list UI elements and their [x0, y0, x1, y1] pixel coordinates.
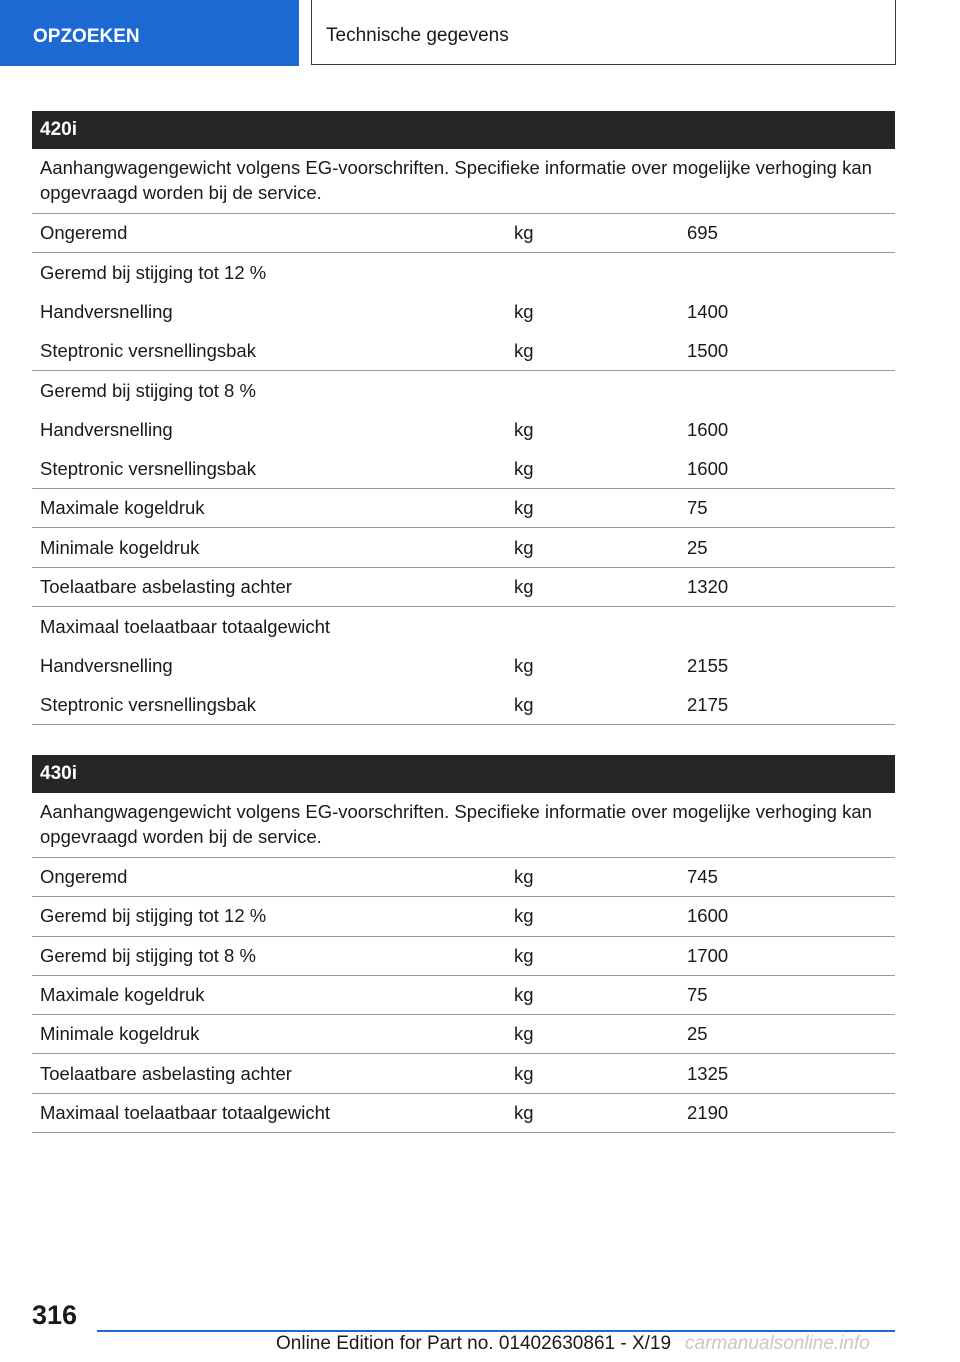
row-label: Maximale kogeldruk: [40, 984, 205, 1006]
footer-divider: [97, 1330, 895, 1332]
row-label: Steptronic versnellingsbak: [40, 693, 256, 715]
row-label: Geremd bij stijging tot 12 %: [40, 905, 267, 927]
table-row: [32, 410, 895, 449]
row-label: Minimale kogeldruk: [40, 1023, 200, 1045]
row-label: Toelaatbare asbelasting achter: [40, 575, 292, 597]
row-unit: kg: [514, 340, 534, 362]
row-unit: kg: [514, 457, 534, 479]
row-unit: kg: [514, 984, 534, 1006]
row-label: Geremd bij stijging tot 8 %: [40, 944, 256, 966]
table-row: [32, 646, 895, 685]
row-label: Ongeremd: [40, 866, 128, 888]
row-unit: kg: [514, 222, 534, 244]
table-row: [32, 1015, 895, 1054]
row-unit: kg: [514, 693, 534, 715]
spec-table-430i: [32, 755, 895, 1133]
row-value: 25: [687, 536, 708, 558]
row-unit: kg: [514, 654, 534, 676]
row-unit: kg: [514, 1101, 534, 1123]
table-note: Aanhangwagengewicht volgens EG-voorschriften. Specifieke informatie over mogelijke verhoging kan opgevraagd worden bij de service.: [32, 149, 895, 214]
row-unit: kg: [514, 419, 534, 441]
row-label: Maximale kogeldruk: [40, 497, 205, 519]
row-label: Handversnelling: [40, 654, 173, 676]
row-value: 1320: [687, 575, 729, 597]
spec-table-420i: [32, 111, 895, 725]
table-row: [32, 371, 895, 410]
row-unit: kg: [514, 866, 534, 888]
row-label: Maximaal toelaatbaar totaalgewicht: [40, 615, 330, 637]
page-header: [0, 0, 960, 66]
row-label: Steptronic versnellingsbak: [40, 340, 256, 362]
table-row: [32, 858, 895, 897]
row-unit: kg: [514, 944, 534, 966]
table-row: [32, 214, 895, 253]
row-label: Handversnelling: [40, 419, 173, 441]
row-unit: kg: [514, 575, 534, 597]
section-tab[interactable]: OPZOEKEN: [0, 0, 299, 66]
table-row: [32, 1054, 895, 1093]
row-value: 2155: [687, 654, 729, 676]
row-value: 1600: [687, 419, 729, 441]
page-number: 316: [32, 1300, 78, 1330]
row-value: 75: [687, 984, 708, 1006]
row-value: 1325: [687, 1062, 729, 1084]
table-note: Aanhangwagengewicht volgens EG-voorschriften. Specifieke informatie over mogelijke verhoging kan opgevraagd worden bij de service.: [32, 793, 895, 858]
table-row: [32, 528, 895, 567]
table-row: [32, 1094, 895, 1133]
row-value: 1400: [687, 301, 729, 323]
row-unit: kg: [514, 1062, 534, 1084]
watermark-text: carmanualsonline.info: [685, 1333, 870, 1354]
row-value: 75: [687, 497, 708, 519]
table-row: [32, 897, 895, 936]
row-value: 1600: [687, 457, 729, 479]
row-label: Minimale kogeldruk: [40, 536, 200, 558]
row-label: Maximaal toelaatbaar totaalgewicht: [40, 1101, 330, 1123]
row-label: Geremd bij stijging tot 8 %: [40, 379, 256, 401]
row-unit: kg: [514, 301, 534, 323]
row-value: 2175: [687, 693, 729, 715]
row-label: Toelaatbare asbelasting achter: [40, 1062, 292, 1084]
row-value: 2190: [687, 1101, 729, 1123]
table-row: [32, 332, 895, 371]
row-value: 1500: [687, 340, 729, 362]
row-unit: kg: [514, 536, 534, 558]
table-row: [32, 568, 895, 607]
table-row: [32, 489, 895, 528]
table-row: [32, 450, 895, 489]
row-value: 25: [687, 1023, 708, 1045]
table-row: [32, 976, 895, 1015]
row-label: Geremd bij stijging tot 12 %: [40, 261, 267, 283]
row-unit: kg: [514, 1023, 534, 1045]
row-value: 745: [687, 866, 718, 888]
table-row: [32, 253, 895, 292]
row-unit: kg: [514, 497, 534, 519]
row-value: 1700: [687, 944, 729, 966]
chapter-title: Technische gegevens: [311, 0, 896, 65]
row-value: 1600: [687, 905, 729, 927]
table-row: [32, 686, 895, 725]
row-value: 695: [687, 222, 718, 244]
edition-text: Online Edition for Part no. 01402630861 - X/19: [276, 1333, 672, 1354]
row-label: Handversnelling: [40, 301, 173, 323]
table-row: [32, 937, 895, 976]
row-unit: kg: [514, 905, 534, 927]
row-label: Ongeremd: [40, 222, 128, 244]
table-row: [32, 607, 895, 646]
table-title: 430i: [32, 755, 895, 793]
table-title: 420i: [32, 111, 895, 149]
row-label: Steptronic versnellingsbak: [40, 457, 256, 479]
table-row: [32, 293, 895, 332]
